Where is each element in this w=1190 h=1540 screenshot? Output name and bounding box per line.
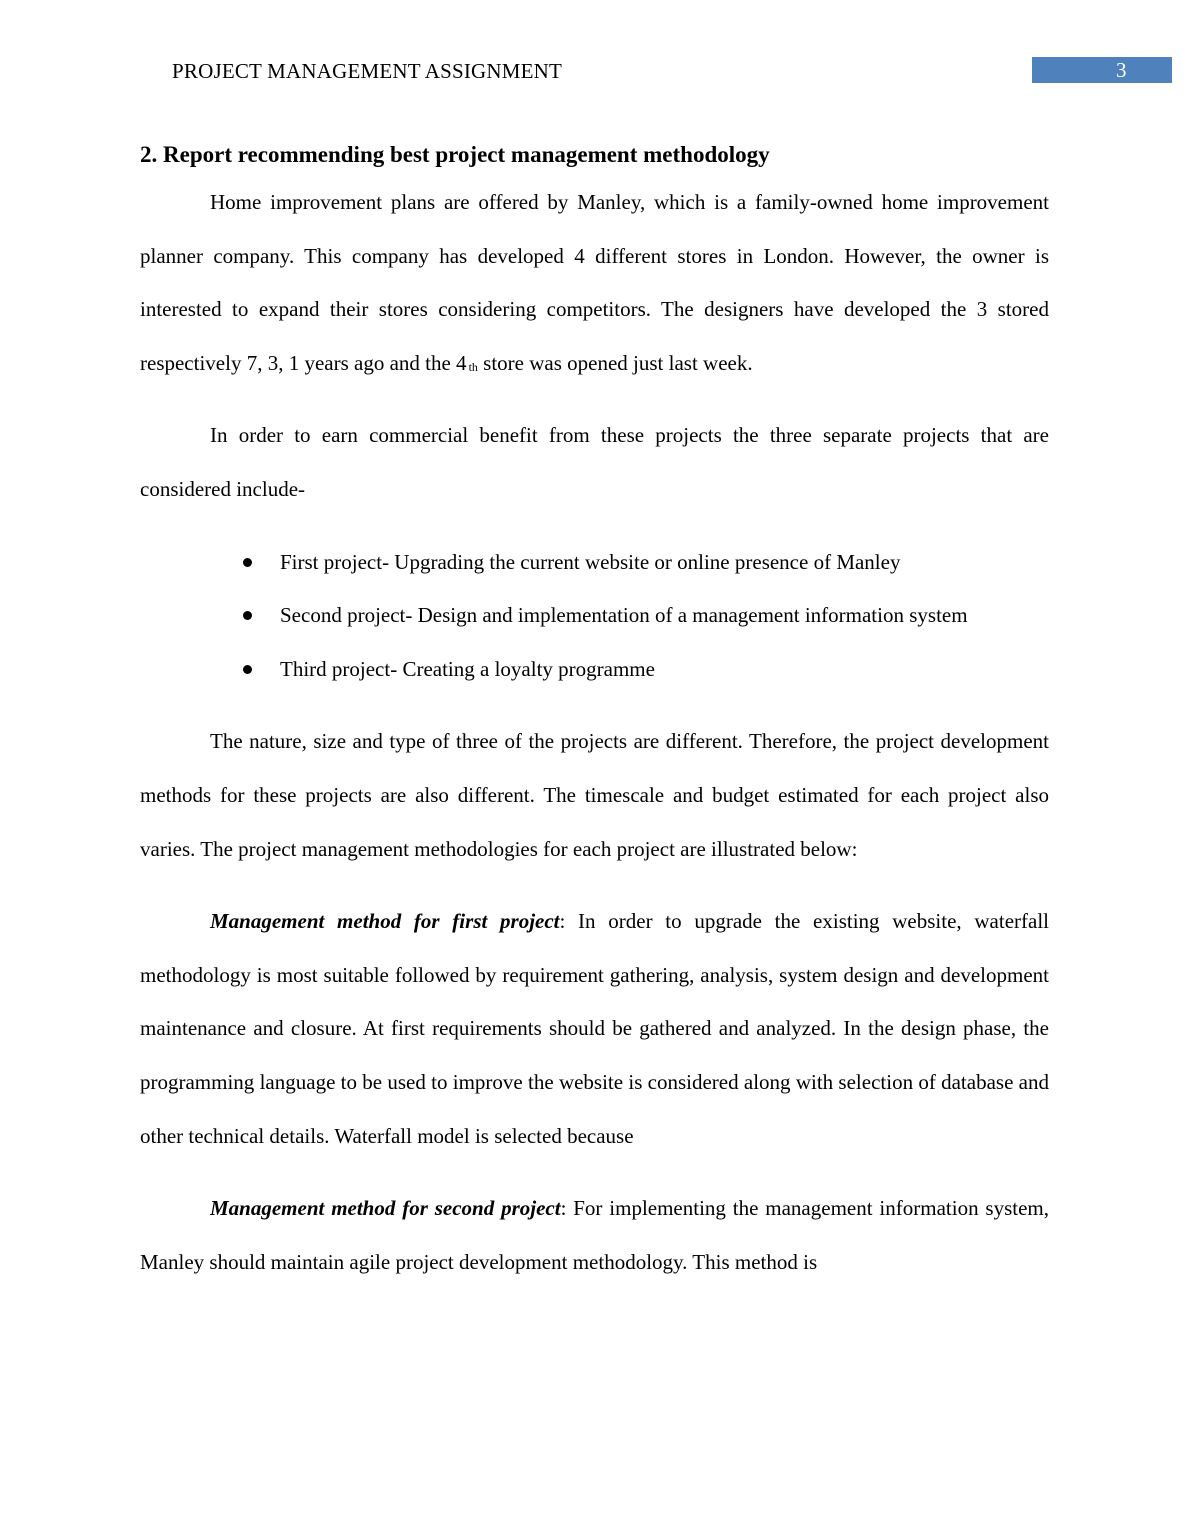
- list-item-text: Third project- Creating a loyalty programme: [280, 656, 655, 681]
- method-first-text: : In order to upgrade the existing website, waterfall methodology is most suitable followed by requirement gathering, analysis, system design and development maintenance and closure. At first requirements should be gathered and analyzed. In the design phase, the programming language to be used to improve the website is considered along with selection of database and other technical details. Waterfall model is selected because: [140, 909, 1049, 1148]
- page-number: 3: [1116, 58, 1127, 82]
- list-item: [140, 643, 1049, 697]
- method-second-paragraph: [140, 1182, 1049, 1289]
- ordinal-superscript: th: [468, 359, 478, 374]
- intro-text: Home improvement plans are offered by Manley, which is a family-owned home improvement planner company. This company has developed 4 different stores in London. However, the owner is interested to expand their stores considering competitors. The designers have developed the 3 stored respectively 7, 3, 1 years ago and the 4: [140, 190, 1049, 375]
- list-item-text: Second project- Design and implementation of a management information system: [280, 603, 968, 628]
- page-number-box: [1032, 57, 1172, 83]
- bullet-icon: [243, 665, 252, 674]
- intro-paragraph: [140, 176, 1049, 390]
- section-heading: 2. Report recommending best project management methodology: [140, 142, 770, 167]
- method-first-label: Management method for first project: [210, 909, 560, 934]
- intro-text-end: store was opened just last week.: [477, 350, 753, 375]
- document-body: [140, 138, 1049, 1308]
- method-second-text: : For implementing the management information system, Manley should maintain agile project development methodology. This method is: [140, 1196, 1049, 1274]
- list-item: [140, 536, 1049, 590]
- bullet-icon: [243, 558, 252, 567]
- method-first-paragraph: [140, 895, 1049, 1163]
- projects-list: [140, 536, 1049, 697]
- methodology-paragraph: The nature, size and type of three of the projects are different. Therefore, the project development methods for these projects are also different. The timescale and budget estimated for each project also varies. The project management methodologies for each project are illustrated below:: [140, 729, 1049, 861]
- list-item: [140, 589, 1049, 643]
- projects-intro-paragraph: In order to earn commercial benefit from these projects the three separate projects that are considered include-: [140, 423, 1049, 501]
- method-second-label: Management method for second project: [210, 1196, 561, 1221]
- bullet-icon: [243, 611, 252, 620]
- running-header-title: PROJECT MANAGEMENT ASSIGNMENT: [172, 59, 563, 83]
- list-item-text: First project- Upgrading the current website or online presence of Manley: [280, 549, 901, 574]
